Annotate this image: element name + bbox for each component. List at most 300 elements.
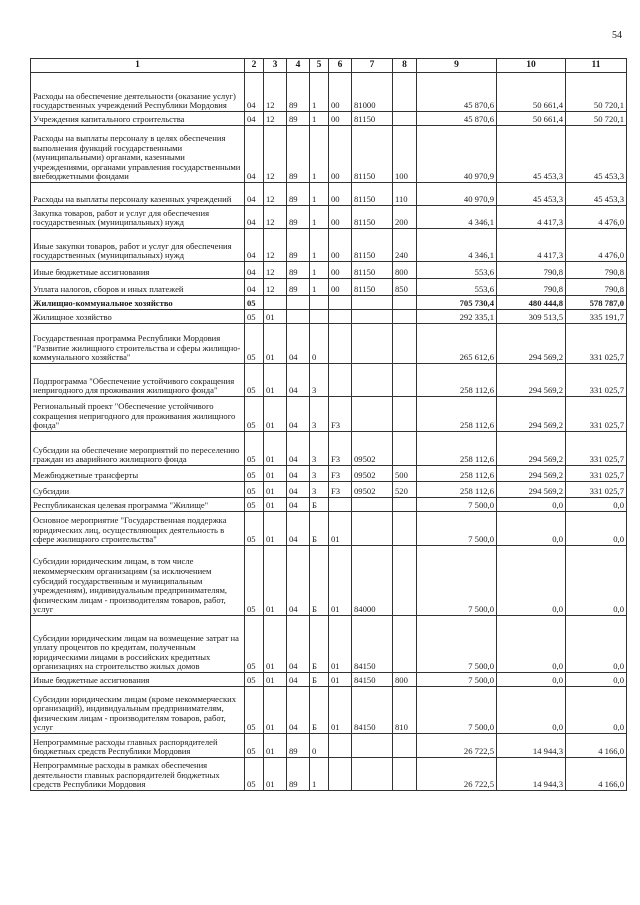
direction-code: 81150: [352, 279, 393, 296]
amount-col10: 0,0: [497, 687, 566, 734]
section-code: 04: [245, 279, 264, 296]
section-code: 04: [245, 183, 264, 206]
amount-col9: 40 970,9: [417, 126, 497, 183]
direction-code: 84150: [352, 687, 393, 734]
amount-col9: 7 500,0: [417, 616, 497, 673]
expense-type-code: 850: [393, 279, 417, 296]
amount-col11: 790,8: [566, 279, 627, 296]
event-code: 01: [329, 546, 352, 616]
program-code: [287, 310, 310, 324]
table-row: [31, 310, 627, 324]
amount-col11: 331 025,7: [566, 482, 627, 498]
expense-type-code: [393, 758, 417, 791]
event-code: [329, 364, 352, 397]
subprogram-code: 1: [310, 229, 329, 262]
subprogram-code: [310, 310, 329, 324]
section-code: 05: [245, 324, 264, 364]
amount-col11: 50 720,1: [566, 73, 627, 112]
section-code: 05: [245, 758, 264, 791]
amount-col9: 258 112,6: [417, 482, 497, 498]
amount-col9: 553,6: [417, 279, 497, 296]
direction-code: 81150: [352, 262, 393, 279]
direction-code: [352, 734, 393, 758]
expense-type-code: [393, 432, 417, 466]
expense-type-code: 800: [393, 262, 417, 279]
event-code: 00: [329, 262, 352, 279]
direction-code: 09502: [352, 466, 393, 482]
amount-col11: 0,0: [566, 498, 627, 512]
amount-col11: 4 166,0: [566, 758, 627, 791]
table-row: [31, 397, 627, 432]
program-code: 89: [287, 73, 310, 112]
row-name: Основное мероприятие "Государственная поддержка юридических лиц, осуществляющих деятельность в сфере жилищного строительства": [31, 512, 245, 546]
section-code: 05: [245, 482, 264, 498]
program-code: 89: [287, 126, 310, 183]
expense-type-code: [393, 498, 417, 512]
amount-col9: 7 500,0: [417, 512, 497, 546]
subprogram-code: 3: [310, 364, 329, 397]
amount-col11: 50 720,1: [566, 112, 627, 126]
program-code: 04: [287, 397, 310, 432]
table-row: [31, 279, 627, 296]
amount-col10: 4 417,3: [497, 206, 566, 229]
program-code: 89: [287, 229, 310, 262]
table-row: [31, 616, 627, 673]
subsection-code: 01: [264, 546, 287, 616]
table-row: [31, 112, 627, 126]
amount-col9: 705 730,4: [417, 296, 497, 310]
amount-col10: 14 944,3: [497, 758, 566, 791]
direction-code: 81150: [352, 206, 393, 229]
amount-col9: 258 112,6: [417, 466, 497, 482]
subsection-code: 01: [264, 616, 287, 673]
subprogram-code: 1: [310, 206, 329, 229]
section-code: 05: [245, 687, 264, 734]
row-name: Субсидии: [31, 482, 245, 498]
subprogram-code: [310, 296, 329, 310]
program-code: [287, 296, 310, 310]
amount-col10: 790,8: [497, 279, 566, 296]
subsection-code: 12: [264, 262, 287, 279]
amount-col11: 331 025,7: [566, 466, 627, 482]
direction-code: [352, 512, 393, 546]
subsection-code: 01: [264, 432, 287, 466]
subprogram-code: 3: [310, 432, 329, 466]
column-header: 10: [497, 59, 566, 73]
row-name: Иные бюджетные ассигнования: [31, 262, 245, 279]
section-code: 05: [245, 296, 264, 310]
section-code: 05: [245, 310, 264, 324]
program-code: 04: [287, 432, 310, 466]
amount-col10: 294 569,2: [497, 397, 566, 432]
program-code: 04: [287, 687, 310, 734]
expense-type-code: [393, 73, 417, 112]
event-code: 00: [329, 206, 352, 229]
section-code: 05: [245, 546, 264, 616]
subprogram-code: 1: [310, 183, 329, 206]
amount-col10: 50 661,4: [497, 73, 566, 112]
program-code: 89: [287, 112, 310, 126]
subprogram-code: Б: [310, 498, 329, 512]
row-name: Закупка товаров, работ и услуг для обеспечения государственных (муниципальных) нужд: [31, 206, 245, 229]
amount-col9: 26 722,5: [417, 758, 497, 791]
expense-type-code: [393, 324, 417, 364]
direction-code: 84000: [352, 546, 393, 616]
amount-col10: 0,0: [497, 616, 566, 673]
direction-code: 81150: [352, 126, 393, 183]
subsection-code: 01: [264, 512, 287, 546]
section-code: 04: [245, 229, 264, 262]
program-code: 89: [287, 262, 310, 279]
subsection-code: 01: [264, 498, 287, 512]
table-row: [31, 512, 627, 546]
direction-code: 81150: [352, 112, 393, 126]
section-code: 05: [245, 734, 264, 758]
amount-col10: 309 513,5: [497, 310, 566, 324]
direction-code: [352, 324, 393, 364]
subsection-code: 12: [264, 126, 287, 183]
subsection-code: 12: [264, 206, 287, 229]
amount-col11: 331 025,7: [566, 432, 627, 466]
event-code: 00: [329, 279, 352, 296]
amount-col10: 294 569,2: [497, 466, 566, 482]
program-code: 04: [287, 498, 310, 512]
amount-col9: 7 500,0: [417, 687, 497, 734]
row-name: Государственная программа Республики Мордовия "Развитие жилищного строительства и сферы жилищно-коммунального хозяйства": [31, 324, 245, 364]
table-row: [31, 324, 627, 364]
event-code: 00: [329, 112, 352, 126]
program-code: 89: [287, 279, 310, 296]
amount-col9: 4 346,1: [417, 206, 497, 229]
expense-type-code: 500: [393, 466, 417, 482]
event-code: 01: [329, 512, 352, 546]
subprogram-code: 1: [310, 262, 329, 279]
column-header: 8: [393, 59, 417, 73]
section-code: 05: [245, 432, 264, 466]
subprogram-code: Б: [310, 512, 329, 546]
amount-col9: 265 612,6: [417, 324, 497, 364]
table-row: [31, 546, 627, 616]
subsection-code: 01: [264, 687, 287, 734]
expense-type-code: 110: [393, 183, 417, 206]
expense-type-code: 800: [393, 673, 417, 687]
amount-col10: 0,0: [497, 512, 566, 546]
amount-col9: 45 870,6: [417, 73, 497, 112]
event-code: [329, 310, 352, 324]
subsection-code: 01: [264, 482, 287, 498]
table-row: [31, 183, 627, 206]
section-code: 05: [245, 498, 264, 512]
row-name: Уплата налогов, сборов и иных платежей: [31, 279, 245, 296]
subprogram-code: 3: [310, 397, 329, 432]
subprogram-code: 3: [310, 466, 329, 482]
event-code: 00: [329, 73, 352, 112]
table-body: [31, 73, 627, 791]
amount-col9: 553,6: [417, 262, 497, 279]
row-name: Иные бюджетные ассигнования: [31, 673, 245, 687]
row-name: Расходы на выплаты персоналу в целях обеспечения выполнения функций государственными (муниципальными) органами, казенными учреждениями, органами управления государственными внебюджетными фондами: [31, 126, 245, 183]
amount-col11: 331 025,7: [566, 397, 627, 432]
direction-code: 81150: [352, 183, 393, 206]
table-row: [31, 482, 627, 498]
amount-col10: 294 569,2: [497, 364, 566, 397]
subsection-code: 01: [264, 734, 287, 758]
amount-col9: 292 335,1: [417, 310, 497, 324]
table-row: [31, 498, 627, 512]
amount-col10: 294 569,2: [497, 432, 566, 466]
amount-col9: 45 870,6: [417, 112, 497, 126]
amount-col11: 0,0: [566, 616, 627, 673]
amount-col11: 790,8: [566, 262, 627, 279]
amount-col9: 7 500,0: [417, 546, 497, 616]
subsection-code: 12: [264, 229, 287, 262]
subsection-code: 01: [264, 673, 287, 687]
event-code: [329, 296, 352, 310]
row-name: Расходы на выплаты персоналу казенных учреждений: [31, 183, 245, 206]
event-code: 01: [329, 673, 352, 687]
amount-col10: 294 569,2: [497, 324, 566, 364]
expense-type-code: [393, 112, 417, 126]
event-code: 00: [329, 126, 352, 183]
subsection-code: 01: [264, 310, 287, 324]
direction-code: 84150: [352, 616, 393, 673]
expense-type-code: 520: [393, 482, 417, 498]
amount-col11: 0,0: [566, 687, 627, 734]
amount-col11: 4 476,0: [566, 229, 627, 262]
amount-col11: 45 453,3: [566, 183, 627, 206]
table-row: [31, 673, 627, 687]
subsection-code: 01: [264, 758, 287, 791]
subsection-code: 01: [264, 324, 287, 364]
table-row: [31, 734, 627, 758]
row-name: Жилищное хозяйство: [31, 310, 245, 324]
amount-col11: 578 787,0: [566, 296, 627, 310]
program-code: 89: [287, 183, 310, 206]
expense-type-code: [393, 296, 417, 310]
expense-type-code: 810: [393, 687, 417, 734]
amount-col10: 4 417,3: [497, 229, 566, 262]
event-code: F3: [329, 397, 352, 432]
amount-col11: 335 191,7: [566, 310, 627, 324]
section-code: 05: [245, 397, 264, 432]
subsection-code: 01: [264, 397, 287, 432]
column-header: 3: [264, 59, 287, 73]
event-code: [329, 324, 352, 364]
expense-type-code: [393, 310, 417, 324]
column-header: 9: [417, 59, 497, 73]
subprogram-code: 1: [310, 758, 329, 791]
subsection-code: [264, 296, 287, 310]
column-header: 6: [329, 59, 352, 73]
amount-col11: 45 453,3: [566, 126, 627, 183]
amount-col10: 790,8: [497, 262, 566, 279]
program-code: 04: [287, 324, 310, 364]
expense-type-code: [393, 616, 417, 673]
column-header: 5: [310, 59, 329, 73]
amount-col9: 258 112,6: [417, 432, 497, 466]
program-code: 04: [287, 546, 310, 616]
section-code: 04: [245, 262, 264, 279]
table-row: [31, 466, 627, 482]
amount-col10: 0,0: [497, 498, 566, 512]
row-name: Субсидии на обеспечение мероприятий по переселению граждан из аварийного жилищного фонда: [31, 432, 245, 466]
subprogram-code: 1: [310, 73, 329, 112]
subsection-code: 01: [264, 364, 287, 397]
section-code: 05: [245, 364, 264, 397]
direction-code: [352, 498, 393, 512]
expense-type-code: [393, 546, 417, 616]
column-header: 4: [287, 59, 310, 73]
amount-col10: 294 569,2: [497, 482, 566, 498]
section-code: 04: [245, 126, 264, 183]
row-name: Субсидии юридическим лицам, в том числе некоммерческим организациям (за исключением субсидий государственным и муниципальным учреждениям), индивидуальным предпринимателям, физическим лицам - производителям товаров, работ, услуг: [31, 546, 245, 616]
subprogram-code: 0: [310, 734, 329, 758]
table-row: [31, 206, 627, 229]
program-code: 04: [287, 673, 310, 687]
table-row: [31, 432, 627, 466]
column-header: 7: [352, 59, 393, 73]
row-name: Жилищно-коммунальное хозяйство: [31, 296, 245, 310]
section-code: 05: [245, 512, 264, 546]
table-row: [31, 758, 627, 791]
subprogram-code: Б: [310, 616, 329, 673]
column-header: 2: [245, 59, 264, 73]
program-code: 89: [287, 758, 310, 791]
program-code: 04: [287, 482, 310, 498]
subprogram-code: 1: [310, 279, 329, 296]
row-name: Субсидии юридическим лицам на возмещение затрат на уплату процентов по кредитам, полученным юридическими лицами в российских кредитных организациях на строительство жилых домов: [31, 616, 245, 673]
direction-code: 09502: [352, 432, 393, 466]
amount-col11: 331 025,7: [566, 324, 627, 364]
event-code: 01: [329, 687, 352, 734]
amount-col11: 0,0: [566, 512, 627, 546]
amount-col11: 4 476,0: [566, 206, 627, 229]
section-code: 04: [245, 206, 264, 229]
subprogram-code: 3: [310, 482, 329, 498]
row-name: Иные закупки товаров, работ и услуг для обеспечения государственных (муниципальных) нужд: [31, 229, 245, 262]
budget-table: [30, 58, 627, 791]
subprogram-code: Б: [310, 673, 329, 687]
expense-type-code: [393, 734, 417, 758]
expense-type-code: 100: [393, 126, 417, 183]
direction-code: [352, 397, 393, 432]
amount-col9: 7 500,0: [417, 673, 497, 687]
row-name: Учреждения капитального строительства: [31, 112, 245, 126]
program-code: 04: [287, 364, 310, 397]
table-row: [31, 126, 627, 183]
direction-code: 81150: [352, 229, 393, 262]
amount-col9: 258 112,6: [417, 364, 497, 397]
direction-code: [352, 296, 393, 310]
expense-type-code: [393, 397, 417, 432]
amount-col10: 50 661,4: [497, 112, 566, 126]
amount-col10: 14 944,3: [497, 734, 566, 758]
amount-col9: 7 500,0: [417, 498, 497, 512]
amount-col9: 4 346,1: [417, 229, 497, 262]
column-header: 11: [566, 59, 627, 73]
row-name: Субсидии юридическим лицам (кроме некоммерческих организаций), индивидуальным предпринимателям, физическим лицам - производителям товаров, работ, услуг: [31, 687, 245, 734]
amount-col11: 0,0: [566, 673, 627, 687]
table-row: [31, 73, 627, 112]
event-code: 01: [329, 616, 352, 673]
amount-col11: 0,0: [566, 546, 627, 616]
subsection-code: 01: [264, 466, 287, 482]
table-row: [31, 296, 627, 310]
program-code: 04: [287, 616, 310, 673]
direction-code: 84150: [352, 673, 393, 687]
amount-col11: 331 025,7: [566, 364, 627, 397]
amount-col11: 4 166,0: [566, 734, 627, 758]
table-row: [31, 687, 627, 734]
program-code: 89: [287, 734, 310, 758]
amount-col10: 45 453,3: [497, 126, 566, 183]
program-code: 04: [287, 466, 310, 482]
direction-code: [352, 758, 393, 791]
row-name: Подпрограмма "Обеспечение устойчивого сокращения непригодного для проживания жилищного фонда": [31, 364, 245, 397]
page-number: 54: [612, 30, 622, 41]
row-name: Непрограммные расходы главных распорядителей бюджетных средств Республики Мордовия: [31, 734, 245, 758]
event-code: [329, 734, 352, 758]
direction-code: 81000: [352, 73, 393, 112]
column-header: 1: [31, 59, 245, 73]
subsection-code: 12: [264, 73, 287, 112]
program-code: 04: [287, 512, 310, 546]
section-code: 05: [245, 466, 264, 482]
program-code: 89: [287, 206, 310, 229]
row-name: Расходы на обеспечение деятельности (оказание услуг) государственных учреждений Республики Мордовия: [31, 73, 245, 112]
expense-type-code: [393, 512, 417, 546]
event-code: [329, 758, 352, 791]
event-code: F3: [329, 482, 352, 498]
expense-type-code: [393, 364, 417, 397]
subsection-code: 12: [264, 183, 287, 206]
section-code: 05: [245, 616, 264, 673]
row-name: Межбюджетные трансферты: [31, 466, 245, 482]
table-row: [31, 229, 627, 262]
subprogram-code: 1: [310, 112, 329, 126]
table-row: [31, 262, 627, 279]
expense-type-code: 200: [393, 206, 417, 229]
row-name: Непрограммные расходы в рамках обеспечения деятельности главных распорядителей бюджетных средств Республики Мордовия: [31, 758, 245, 791]
amount-col9: 258 112,6: [417, 397, 497, 432]
section-code: 04: [245, 73, 264, 112]
event-code: 00: [329, 183, 352, 206]
subsection-code: 12: [264, 112, 287, 126]
subprogram-code: Б: [310, 546, 329, 616]
section-code: 05: [245, 673, 264, 687]
expense-type-code: 240: [393, 229, 417, 262]
section-code: 04: [245, 112, 264, 126]
event-code: [329, 498, 352, 512]
subsection-code: 12: [264, 279, 287, 296]
row-name: Республиканская целевая программа "Жилище": [31, 498, 245, 512]
direction-code: [352, 364, 393, 397]
direction-code: [352, 310, 393, 324]
amount-col10: 0,0: [497, 546, 566, 616]
subprogram-code: 0: [310, 324, 329, 364]
amount-col10: 0,0: [497, 673, 566, 687]
event-code: F3: [329, 432, 352, 466]
amount-col10: 45 453,3: [497, 183, 566, 206]
direction-code: 09502: [352, 482, 393, 498]
subprogram-code: Б: [310, 687, 329, 734]
amount-col10: 480 444,8: [497, 296, 566, 310]
row-name: Региональный проект "Обеспечение устойчивого сокращения непригодного для проживания жилищного фонда": [31, 397, 245, 432]
table-header-row: [31, 59, 627, 73]
amount-col9: 26 722,5: [417, 734, 497, 758]
event-code: 00: [329, 229, 352, 262]
subprogram-code: 1: [310, 126, 329, 183]
